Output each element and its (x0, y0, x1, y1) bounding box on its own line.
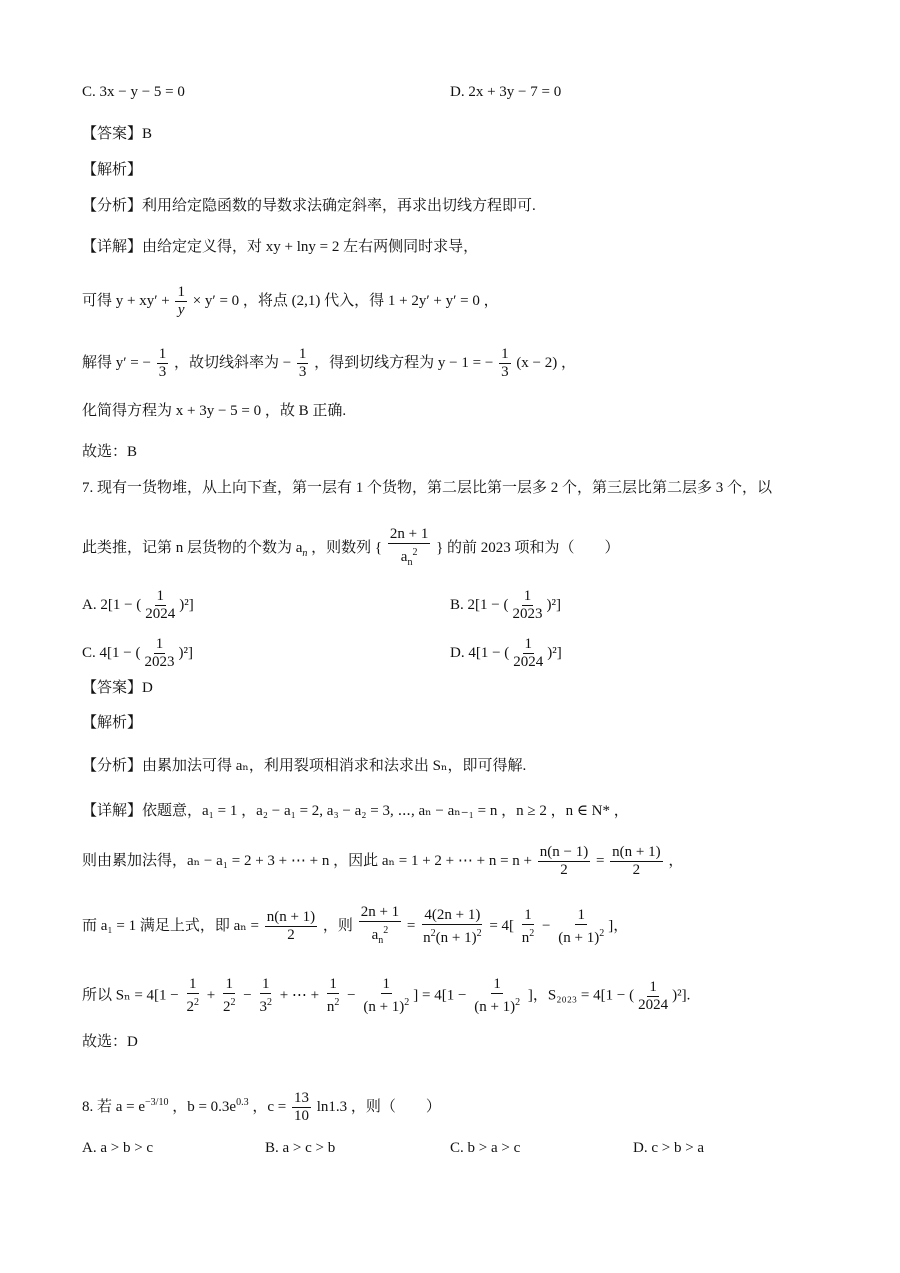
q6-choose: 故选：B (82, 444, 138, 460)
q7-detail-line4: 所以 Sₙ = 4[1 − $\frac{1}{2^2}$ + $\frac{1}{2^2}$ − $\frac{1}{3^2}$ + ⋯ + $\frac{1}{n^2}$ − $\frac{1}{(n + 1)^2}$ ] = 4[1 − $\frac{1}{(n + 1)^2}$ ]，S₂₀₂₃ = 4[1 − ( $\frac{1}{2024}$ )²]. (82, 976, 691, 1015)
q6-detail-line1: 【详解】由给定定义得，对 xy + lny = 2 左右两侧同时求导， (82, 239, 479, 255)
q8-stem: 8. 若 $a = e^{-3/10}$ ，$b = 0.3e^{0.3}$ ，c = $\frac{13}{10}$ ln1.3 ，则（ ） (82, 1090, 441, 1124)
q7-analysis: 【分析】由累加法可得 aₙ，利用裂项相消求和法求出 Sₙ，即可得解. (82, 758, 527, 774)
q7-stem-line1: 7. 现有一货物堆，从上向下查，第一层有 1 个货物，第二层比第一层多 2 个，第三层比第二层多 3 个，以 (82, 480, 773, 496)
q8-option-d: D. c > b > a (633, 1140, 705, 1156)
q6-detail-line4: 化简得方程为 x + 3y − 5 = 0 ，故 B 正确. (82, 403, 347, 419)
q7-answer: 【答案】D (82, 680, 153, 696)
q8-option-b: B. a > c > b (265, 1140, 336, 1156)
q7-detail-line2: 则由累加法得，aₙ − a₁ = 2 + 3 + ⋯ + n ，因此 aₙ = 1 + 2 + ⋯ + n = n + $\frac{n(n - 1)}{2}$ = $\frac{n(n + 1)}{2}$ ， (82, 844, 684, 878)
q7-jiexi: 【解析】 (82, 715, 143, 731)
q6-answer: 【答案】B (82, 126, 153, 142)
q8-option-c: C. b > a > c (450, 1140, 521, 1156)
q7-option-a: A. 2[1 − ( $\frac{1}{2024}$ )²] (82, 588, 194, 622)
q6-detail-line2: 可得 y + xy′ + $\frac{1}{y}$ × y′ = 0 ，将点 (2,1) 代入，得 1 + 2y′ + y′ = 0 ， (82, 284, 499, 318)
q6-option-d: D. 2x + 3y − 7 = 0 (450, 84, 562, 100)
q7-detail-line3: 而 a₁ = 1 满足上式，即 aₙ = $\frac{n(n + 1)}{2}$ ，则 $\frac{2n + 1}{a_n^2}$ = $\frac{4(2n + 1)}{n^2(n + 1)^2}$ = 4[ $\frac{1}{n^2}$ − $\frac{1}{(n + 1)^2}$ ]， (82, 904, 629, 946)
q7-option-b: B. 2[1 − ( $\frac{1}{2023}$ )²] (450, 588, 561, 622)
q6-detail-line3: 解得 y′ = − $\frac{1}{3}$ ，故切线斜率为 − $\frac{1}{3}$ ，得到切线方程为 y − 1 = − $\frac{1}{3}$ (x − 2) ， (82, 346, 577, 380)
q6-jiexi: 【解析】 (82, 162, 143, 178)
q6-analysis: 【分析】利用给定隐函数的导数求法确定斜率，再求出切线方程即可. (82, 198, 536, 214)
q7-stem-line2: 此类推，记第 n 层货物的个数为 $a_n$ ，则数列 { $\frac{2n + 1}{a_n^2}$ } 的前 2023 项和为（ ） (82, 526, 620, 568)
q7-option-d: D. 4[1 − ( $\frac{1}{2024}$ )²] (450, 636, 562, 670)
q7-option-c: C. 4[1 − ( $\frac{1}{2023}$ )²] (82, 636, 193, 670)
q7-detail-line1: 【详解】依题意，a₁ = 1 ，a₂ − a₁ = 2, a₃ − a₂ = 3, ⋯, aₙ − aₙ₋₁ = n ，n ≥ 2 ，n ∈ N* ， (82, 803, 629, 819)
q8-option-a: A. a > b > c (82, 1140, 154, 1156)
q6-option-c: C. 3x − y − 5 = 0 (82, 84, 185, 100)
q7-choose: 故选：D (82, 1034, 138, 1050)
